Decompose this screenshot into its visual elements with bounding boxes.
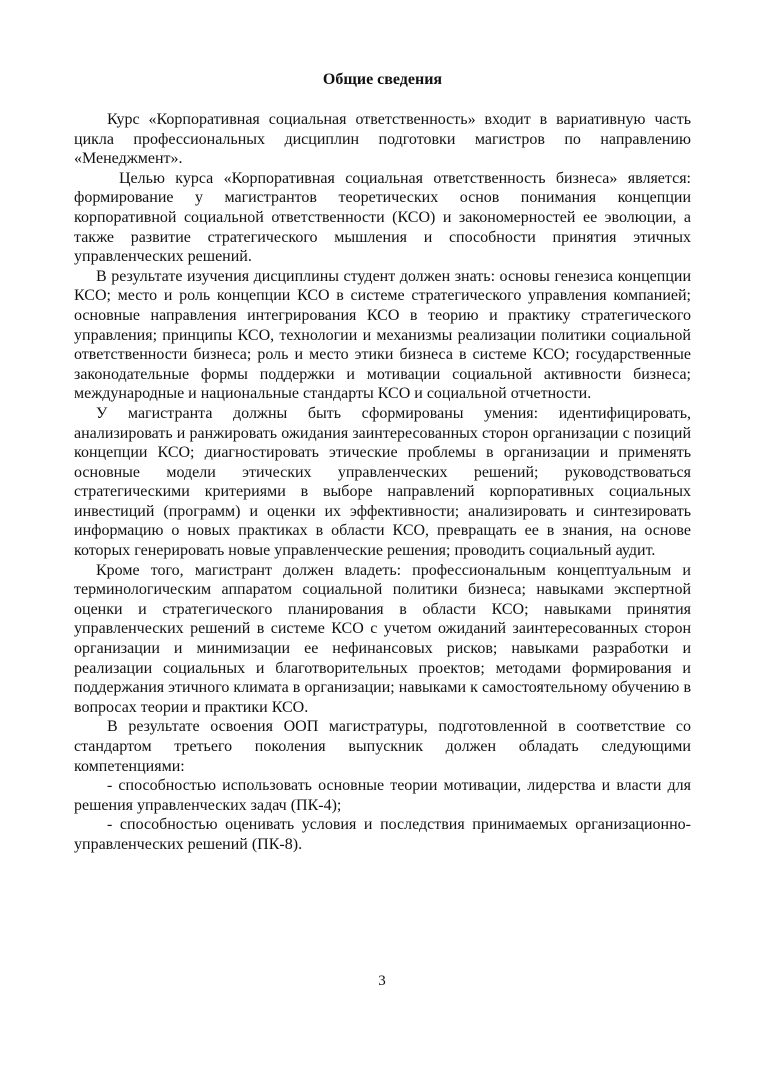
page-number: 3	[378, 973, 386, 989]
paragraph-abilities: Кроме того, магистрант должен владеть: профессиональным концептуальным и терминологическим аппаратом социальной политики бизнеса; навыками экспертной оценки и стратегического планирования в области КСО; навыками принятия управленческих решений в системе КСО с учетом ожиданий заинтересованных сторон организации и минимизации ее нефинансовых рисков; навыками разработки и реализации социальных и благотворительных проектов; методами формирования и поддержания этичного климата в организации; навыками к самостоятельному обучению в вопросах теории и практики КСО.	[74, 561, 691, 716]
document-page	[74, 70, 691, 855]
paragraph-knowledge: В результате изучения дисциплины студент должен знать: основы генезиса концепции КСО; место и роль концепции КСО в системе стратегического управления компанией; основные направления интегрирования КСО в теорию и практику стратегического управления; принципы КСО, технологии и механизмы реализации политики социальной ответственности бизнеса; роль и место этики бизнеса в системе КСО; государственные законодательные формы поддержки и мотивации социальной активности бизнеса; международные и национальные стандарты КСО и социальной отчетности.	[74, 267, 691, 403]
paragraph-course-position: Курс «Корпоративная социальная ответственность» входит в вариативную часть цикла профессиональных дисциплин подготовки магистров по направлению «Менеджмент».	[74, 111, 691, 168]
paragraph-competencies-intro: В результате освоения ООП магистратуры, подготовленной в соответствие со стандартом третьего поколения выпускник должен обладать следующими компетенциями:	[74, 718, 691, 775]
paragraph-skills: У магистранта должны быть сформированы умения: идентифицировать, анализировать и ранжировать ожидания заинтересованных сторон организации с позиций концепции КСО; диагностировать этические проблемы в организации и применять основные модели этических управленческих решений; руководствоваться стратегическими критериями в выборе направлений корпоративных социальных инвестиций (программ) и оценки их эффективности; анализировать и синтезировать информацию о новых практиках в области КСО, превращать ее в знания, на основе которых генерировать новые управленческие решения; проводить социальный аудит.	[74, 404, 691, 560]
section-heading: Общие сведения	[322, 71, 443, 88]
competency-item-pk8: - способностью оценивать условия и последствия принимаемых организационно-управленческих решений (ПК-8).	[74, 816, 691, 853]
paragraph-course-goal: Целью курса «Корпоративная социальная ответственность бизнеса» является: формирование у магистрантов теоретических основ понимания концепции корпоративной социальной ответственности (КСО) и закономерностей ее эволюции, а также развитие стратегического мышления и способности принятия этичных управленческих решений.	[74, 169, 691, 266]
competency-item-pk4: - способностью использовать основные теории мотивации, лидерства и власти для решения управленческих задач (ПК-4);	[74, 777, 691, 814]
